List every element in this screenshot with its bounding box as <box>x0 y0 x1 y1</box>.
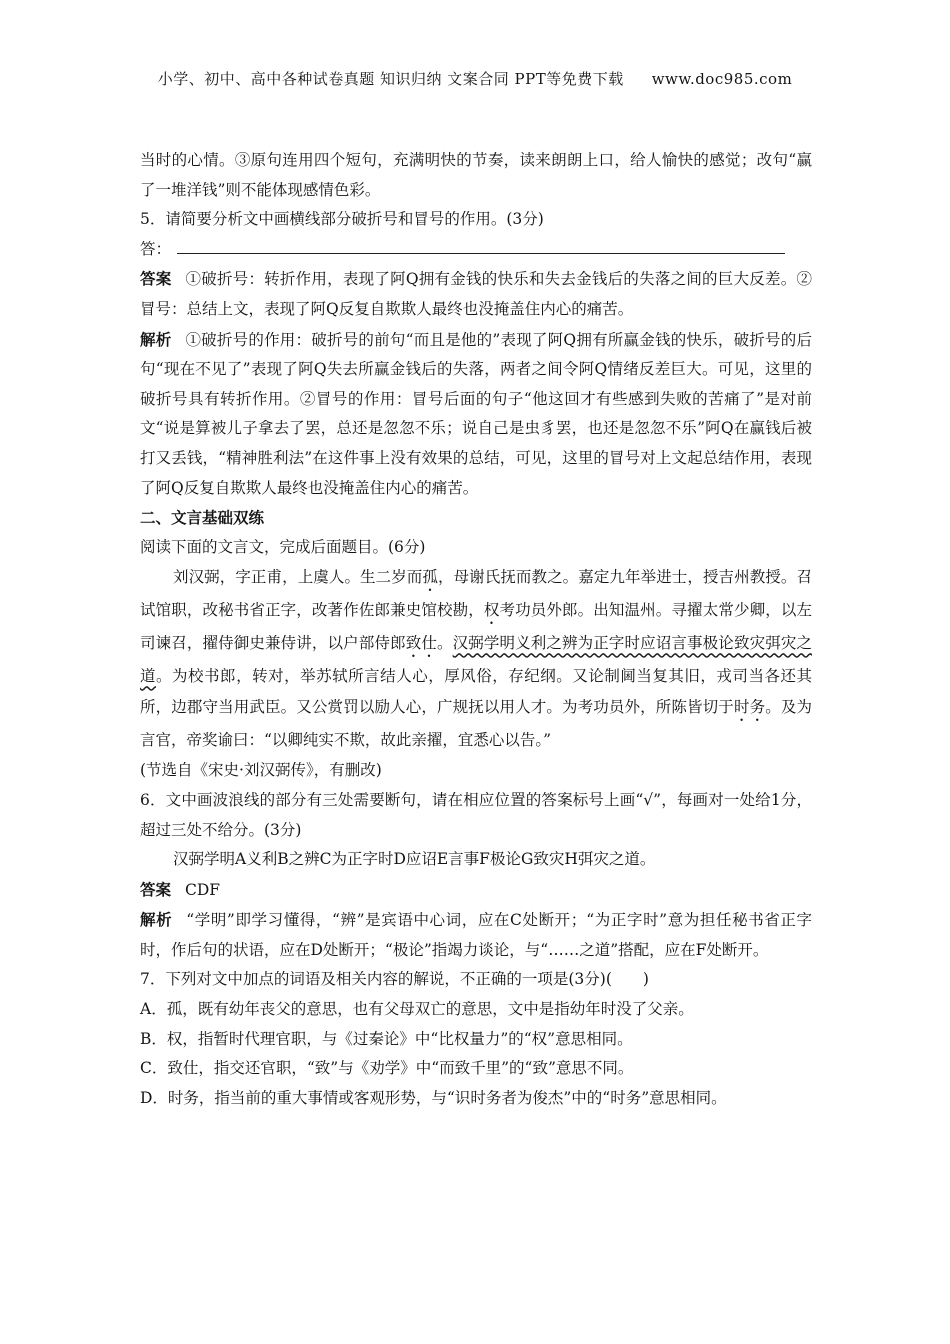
q7-option-a[interactable]: A．孤，既有幼年丧父的意思，也有父母双亡的意思，文中是指幼年时没了父亲。 <box>140 1000 694 1019</box>
dotted-word-shiwu: 时务 <box>733 698 766 717</box>
classical-passage <box>140 562 812 756</box>
passage-part: 。及为言官，帝奖谕曰：“以卿纯实不欺，故此亲擢，宜悉心以告。” <box>140 698 812 750</box>
q6-answer <box>140 875 812 906</box>
analysis-label: 解析 <box>140 329 172 349</box>
dotted-word-quan: 权 <box>483 601 500 620</box>
q4-continuation: 当时的心情。③原句连用四个短句，充满明快的节奏，读来朗朗上口，给人愉快的感觉；改句“赢了一堆洋钱”则不能体现感情色彩。 <box>140 151 812 199</box>
header-text: 小学、初中、高中各种试卷真题 知识归纳 文案合同 PPT等免费下载 <box>157 70 624 88</box>
passage-part: 。为校书郎，转对，举苏轼所言结人心，厚风俗，存纪纲。又论制阃当复其旧，戎司当各还其所，边郡守当用武臣。又公赏罚以励人心，广规抚以用人才。为考功员外，所陈皆切于 <box>140 667 812 717</box>
q7-question: 7．下列对文中加点的词语及相关内容的解说，不正确的一项是(3分)( ) <box>140 970 649 989</box>
dotted-word-gu: 孤 <box>422 568 438 587</box>
q6-sentence: 汉弼学明A义利B之辨C为正字时D应诏E言事F极论G致灾H弭灾之道。 <box>173 850 656 869</box>
section-instruction: 阅读下面的文言文，完成后面题目。(6分) <box>140 537 426 556</box>
q7-option-d[interactable]: D．时务，指当前的重大事情或客观形势，与“识时务者为俊杰”中的“时务”意思相同。 <box>140 1088 727 1107</box>
passage-part: ，母谢氏抚而教之。嘉定九年举进士，授吉州教授。召试馆职，改秘书省正字，改著作佐郎兼史馆校勘， <box>140 568 812 620</box>
q6-analysis <box>140 905 812 965</box>
dotted-word-zhishi: 致仕 <box>405 634 437 653</box>
q6-question: 6．文中画波浪线的部分有三处需要断句，请在相应位置的答案标号上画“√”，每画对一处给1分，超过三处不给分。(3分) <box>140 790 812 839</box>
answer-prompt: 答： <box>140 239 172 258</box>
q5-question: 5．请简要分析文中画横线部分破折号和冒号的作用。(3分) <box>140 210 544 229</box>
passage-source: (节选自《宋史·刘汉弼传》，有删改) <box>140 761 382 780</box>
q7-option-c[interactable]: C．致仕，指交还官职，“致”与《劝学》中“而致千里”的“致”意思不同。 <box>140 1059 634 1078</box>
q5-answer <box>140 264 812 324</box>
document-body <box>140 146 812 1113</box>
answer-label: 答案 <box>140 879 172 899</box>
q5-analysis-text: ①破折号的作用：破折号的前句“而且是他的”表现了阿Q拥有所赢金钱的快乐，破折号的后句“现在不见了”表现了阿Q失去所赢金钱后的失落，两者之间令阿Q情绪反差巨大。可见，这里的破折号具有转折作用。②冒号的作用：冒号后面的句子“他这回才有些感到失败的苦痛了”是对前文“说是算被儿子拿去了罢，总还是忽忽不乐；说自己是虫豸罢，也还是忽忽不乐”阿Q在赢钱后被打又丢钱，“精神胜利法”在这件事上没有效果的总结，可见，这里的冒号对上文起总结作用，表现了阿Q反复自欺欺人最终也没掩盖住内心的痛苦。 <box>140 330 812 497</box>
q5-answer-text: ①破折号：转折作用，表现了阿Q拥有金钱的快乐和失去金钱后的失落之间的巨大反差。②冒号：总结上文，表现了阿Q反复自欺欺人最终也没掩盖住内心的痛苦。 <box>140 270 812 318</box>
q6-answer-text: CDF <box>185 880 221 899</box>
wavy-underlined-sentence: 汉弼学明义利之辨为正字时应诏言事极论致灾弭灾之道 <box>140 634 812 686</box>
header-url[interactable]: www.doc985.com <box>651 70 793 88</box>
passage-part: 。 <box>436 634 453 653</box>
q5-answer-blank <box>140 235 812 265</box>
answer-line[interactable] <box>177 235 785 254</box>
q6-analysis-text: “学明”即学习懂得，“辨”是宾语中心词，应在C处断开；“为正字时”意为担任秘书省正字时，作后句的状语，应在D处断开；“极论”指竭力谈论，与“……之道”搭配，应在F处断开。 <box>140 911 812 959</box>
q5-analysis <box>140 325 812 504</box>
section-title: 二、文言基础双练 <box>140 508 265 528</box>
analysis-label: 解析 <box>140 910 173 930</box>
page-header <box>0 68 950 89</box>
q7-option-b[interactable]: B．权，指暂时代理官职，与《过秦论》中“比权量力”的“权”意思相同。 <box>140 1029 633 1048</box>
answer-label: 答案 <box>140 269 172 289</box>
passage-part: 刘汉弼，字正甫，上虞人。生二岁而 <box>173 568 423 587</box>
passage-part: 考功员外郎。出知温州。寻擢太常少卿，以左司谏召，擢侍御史兼侍讲，以户部侍郎 <box>140 601 812 653</box>
